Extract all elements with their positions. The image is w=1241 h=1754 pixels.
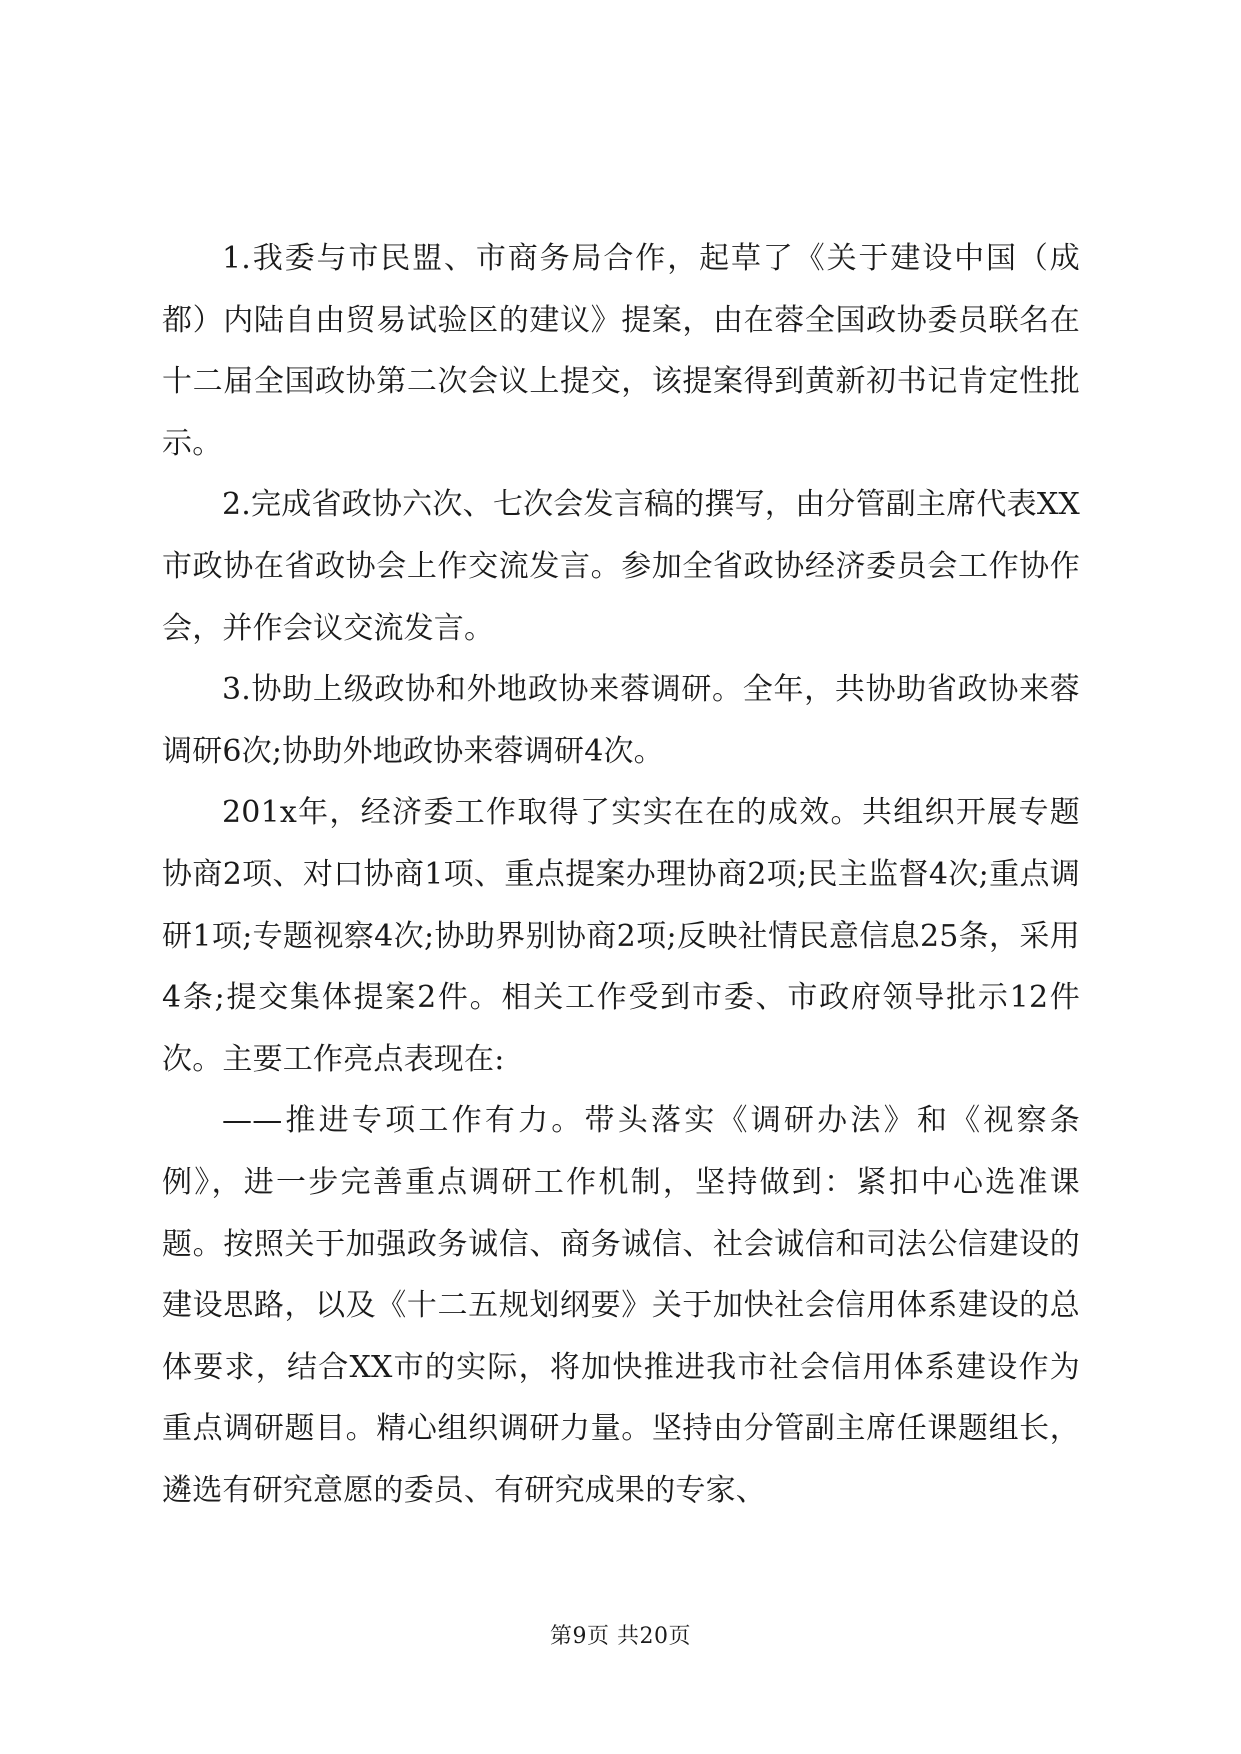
paragraph-4: 201x年，经济委工作取得了实实在在的成效。共组织开展专题协商2项、对口协商1项、重点提案办理协商2项;民主监督4次;重点调研1项;专题视察4次;协助界别协商2项;反映社情民意信息25条，采用4条;提交集体提案2件。相关工作受到市委、市政府领导批示12件次。主要工作亮点表现在: — [162, 795, 1080, 1077]
paragraph-3: 3.协助上级政协和外地政协来蓉调研。全年，共协助省政协来蓉调研6次;协助外地政协来蓉调研4次。 — [162, 672, 1080, 769]
document-body — [162, 228, 1080, 1521]
paragraph-1: 1.我委与市民盟、市商务局合作，起草了《关于建设中国（成都）内陆自由贸易试验区的建议》提案，由在蓉全国政协委员联名在十二届全国政协第二次会议上提交，该提案得到黄新初书记肯定性批示。 — [162, 241, 1080, 461]
page-number-footer: 第9页 共20页 — [550, 1624, 691, 1649]
paragraph-5: ——推进专项工作有力。带头落实《调研办法》和《视察条例》，进一步完善重点调研工作机制，坚持做到：紧扣中心选准课题。按照关于加强政务诚信、商务诚信、社会诚信和司法公信建设的建设思路，以及《十二五规划纲要》关于加快社会信用体系建设的总体要求，结合XX市的实际，将加快推进我市社会信用体系建设作为重点调研题目。精心组织调研力量。坚持由分管副主席任课题组长，遴选有研究意愿的委员、有研究成果的专家、 — [162, 1103, 1080, 1508]
paragraph-2: 2.完成省政协六次、七次会发言稿的撰写，由分管副主席代表XX市政协在省政协会上作交流发言。参加全省政协经济委员会工作协作会，并作会议交流发言。 — [162, 487, 1080, 646]
